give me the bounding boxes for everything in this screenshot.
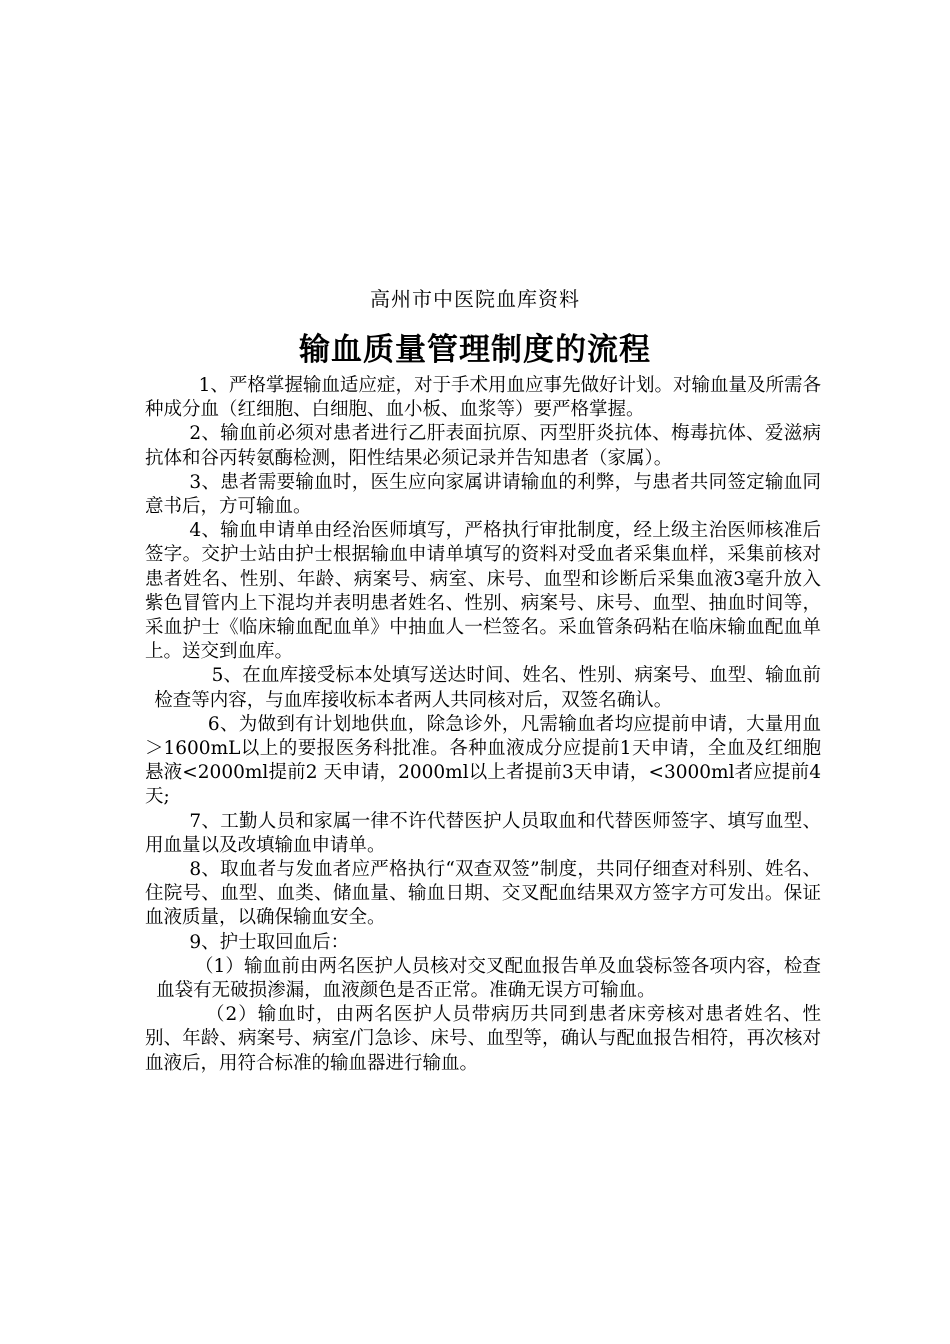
paragraph-5: 5、在血库接受标本处填写送达时间、姓名、性别、病案号、血型、输血前检查等内容，与血库接收标本者两人共同核对后，双签名确认。 [154, 665, 821, 711]
paragraph-3: 3、患者需要输血时，医生应向家属讲请输血的利弊，与患者共同签定输血同意书后，方可输血。 [145, 471, 821, 518]
paragraph-9: 9、护士取回血后： [189, 931, 350, 953]
paragraph-4: 4、输血申请单由经治医师填写，严格执行审批制度，经上级主治医师核准后签字。交护士站由护士根据输血申请单填写的资料对受血者采集血样，采集前核对患者姓名、性别、年龄、病案号、病室、床号、血型和诊断后采集血液3毫升放入紫色冒管内上下混均并表明患者姓名、性别、病案号、床号、血型、抽血时间等，采血护士《临床输血配血单》中抽血人一栏签名。采血管条码粘在临床输血配血单上。送交到血库。 [145, 520, 821, 663]
document-title: 输血质量管理制度的流程 [299, 332, 651, 368]
paragraph-6: 6、为做到有计划地供血，除急诊外，凡需输血者均应提前申请，大量用血＞1600mL以上的要报医务科批准。各种血液成分应提前1天申请，全血及红细胞悬液<2000ml提前2 天申请，2000ml以上者提前3天申请，<3000ml者应提前4天; [145, 713, 821, 808]
paragraph-9-1: （1）输血前由两名医护人员核对交叉配血报告单及血袋标签各项内容，检查血袋有无破损渗漏，血液颜色是否正常。准确无误方可输血。 [156, 955, 821, 1002]
paragraph-8: 8、取血者与发血者应严格执行“双查双签”制度，共同仔细查对科别、姓名、住院号、血型、血类、储血量、输血日期、交叉配血结果双方签字方可发出。保证血液质量，以确保输血安全。 [145, 859, 821, 929]
document-subtitle: 高州市中医院血库资料 [370, 287, 580, 311]
paragraph-9-2: （2）输血时，由两名医护人员带病历共同到患者床旁核对患者姓名、性别、年龄、病案号、病室/门急诊、床号、血型等，确认与配血报告相符，再次核对血液后，用符合标准的输血器进行输血。 [145, 1004, 821, 1074]
paragraph-1: 1、严格掌握输血适应症，对于手术用血应事先做好计划。对输血量及所需各种成分血（红细胞、白细胞、血小板、血浆等）要严格掌握。 [145, 375, 821, 421]
paragraph-2: 2、输血前必须对患者进行乙肝表面抗原、丙型肝炎抗体、梅毒抗体、爱滋病抗体和谷丙转氨酶检测，阳性结果必须记录并告知患者（家属）。 [145, 423, 821, 469]
paragraph-7: 7、工勤人员和家属一律不许代替医护人员取血和代替医师签字、填写血型、用血量以及改填输血申请单。 [145, 810, 821, 856]
document-body [145, 374, 821, 1076]
